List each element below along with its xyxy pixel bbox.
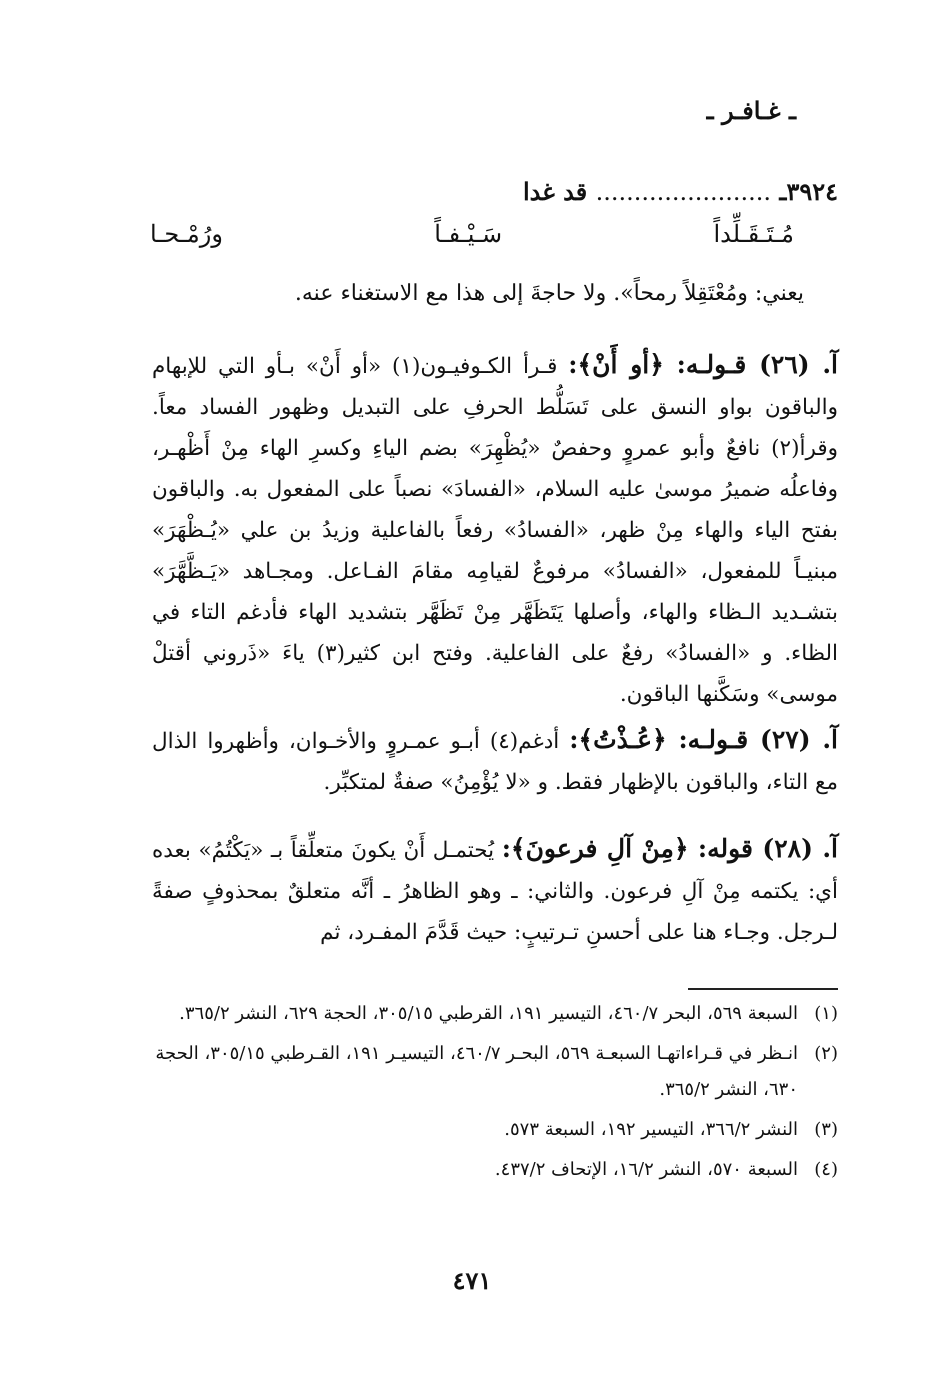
verse-number-line bbox=[150, 177, 838, 206]
paragraph-body: قـرأ الكـوفيـون(١) «أو أَنْ» بـأو التي للإبهام والباقون بواو النسق على تَسَلُّط الحرفِ على التبديل وظهور الفساد معاً. وقرأ(٢) نافعٌ وأبو عمروٍ وحفصٌ «يُظْهِرَ» بضم الياءِ وكسرِ الهاء مِنْ أَظْهـر، وفاعلُه ضميرُ موسىٰ عليه السلام، «الفسادَ» نصباً على المفعول به. والباقون بفتح الياء والهاء مِنْ ظهر، «الفسادُ» رفعاً بالفاعلية وزيدُ بن علي «يُـظْهَرَ» مبنيـاً للمفعول، «الفسادُ» مرفوعٌ لقيامِه مقامَ الفـاعل. ومجـاهد «يَـظَّهَّرَ» بتشـديد الـظاء والهاء، وأصلها يَتَظَهَّر مِنْ تَظَهَّر بتشديد الهاء فأدغم التاء في الظاء. و «الفسادُ» رفعٌ على الفاعلية. وفتح ابن كثير(٣) ياءَ «ذَروني أقتلْ موسى» وسَكَّنها الباقون. bbox=[152, 354, 838, 707]
ayah-heading: آ. (٢٦) قـولـه: ﴿أو أَنْ﴾: bbox=[568, 350, 838, 379]
verse-word: مُـتَـقَـلِّداً bbox=[713, 220, 794, 248]
footnote-divider bbox=[688, 988, 838, 990]
ayah-heading: آ. (٢٨) قوله: ﴿مِنْ آلِ فرعونَ﴾: bbox=[501, 834, 838, 863]
verse-number: ٣٩٢٤ـ bbox=[779, 177, 838, 206]
footnote-number: (١) bbox=[814, 1003, 838, 1024]
footnotes bbox=[150, 996, 838, 1192]
verse-word: ورُمْـحـا bbox=[150, 220, 223, 248]
footnote bbox=[150, 1152, 838, 1188]
paragraph-ayah-26 bbox=[152, 344, 838, 715]
footnote-text: السبعة ٥٧٠، النشر ١٦/٢، الإتحاف ٤٣٧/٢. bbox=[494, 1159, 798, 1180]
page-number: ٤٧١ bbox=[452, 1266, 492, 1295]
verse-word: سَـيْـفـاً bbox=[434, 220, 503, 248]
footnote bbox=[150, 996, 838, 1032]
verse-explanation: يعني: ومُعْتَقِلاً رمحاً». ولا حاجةَ إلى هذا مع الاستغناء عنه. bbox=[294, 281, 804, 306]
footnote bbox=[150, 1112, 838, 1148]
paragraph-ayah-27 bbox=[152, 719, 838, 803]
footnote-text: السبعة ٥٦٩، البحر ٤٦٠/٧، التيسير ١٩١، القرطبي ٣٠٥/١٥، الحجة ٦٢٩، النشر ٣٦٥/٢. bbox=[179, 1003, 798, 1024]
footnote-text: النشر ٣٦٦/٢، التيسير ١٩٢، السبعة ٥٧٣. bbox=[504, 1119, 798, 1140]
footnote-number: (٢) bbox=[814, 1043, 838, 1064]
verse-dots: ....................... bbox=[595, 178, 772, 206]
footnote-number: (٤) bbox=[814, 1159, 838, 1180]
verse-text: قد غدا bbox=[522, 177, 588, 206]
running-header: ـ غـافـر ـ bbox=[706, 96, 796, 125]
paragraph-body: يُحتمـل أَنْ يكونَ متعلِّقاً بـ «يَكْتُمُ» بعده أي: يكتمه مِنْ آلِ فرعون. والثاني: ـ وهو الظاهرُ ـ أنَّه متعلقٌ بمحذوفٍ صفةً لـرجل. وجـاء هنا على أحسنِ تـرتيبٍ: حيث قَدَّمَ المفـرد، ثم bbox=[152, 838, 838, 945]
footnote bbox=[150, 1036, 838, 1108]
footnote-number: (٣) bbox=[814, 1119, 838, 1140]
footnote-text: انـظر في قـراءاتهـا السبعـة ٥٦٩، البحـر ٤٦٠/٧، التيسيـر ١٩١، القـرطبي ٣٠٥/١٥، الحجة ٦٣٠، النشر ٣٦٥/٢. bbox=[155, 1043, 798, 1100]
verse-words bbox=[150, 220, 794, 248]
paragraph-ayah-28 bbox=[152, 828, 838, 953]
paragraph-body: أدغم(٤) أبـو عمـروٍ والأخـوان، وأظهروا الذال مع التاء، والباقون بالإظهار فقط. و «لا يُؤْمِنُ» صفةٌ لمتكبِّر. bbox=[152, 729, 838, 795]
ayah-heading: آ. (٢٧) قـولـه: ﴿عُـذْتُ﴾: bbox=[569, 725, 838, 754]
